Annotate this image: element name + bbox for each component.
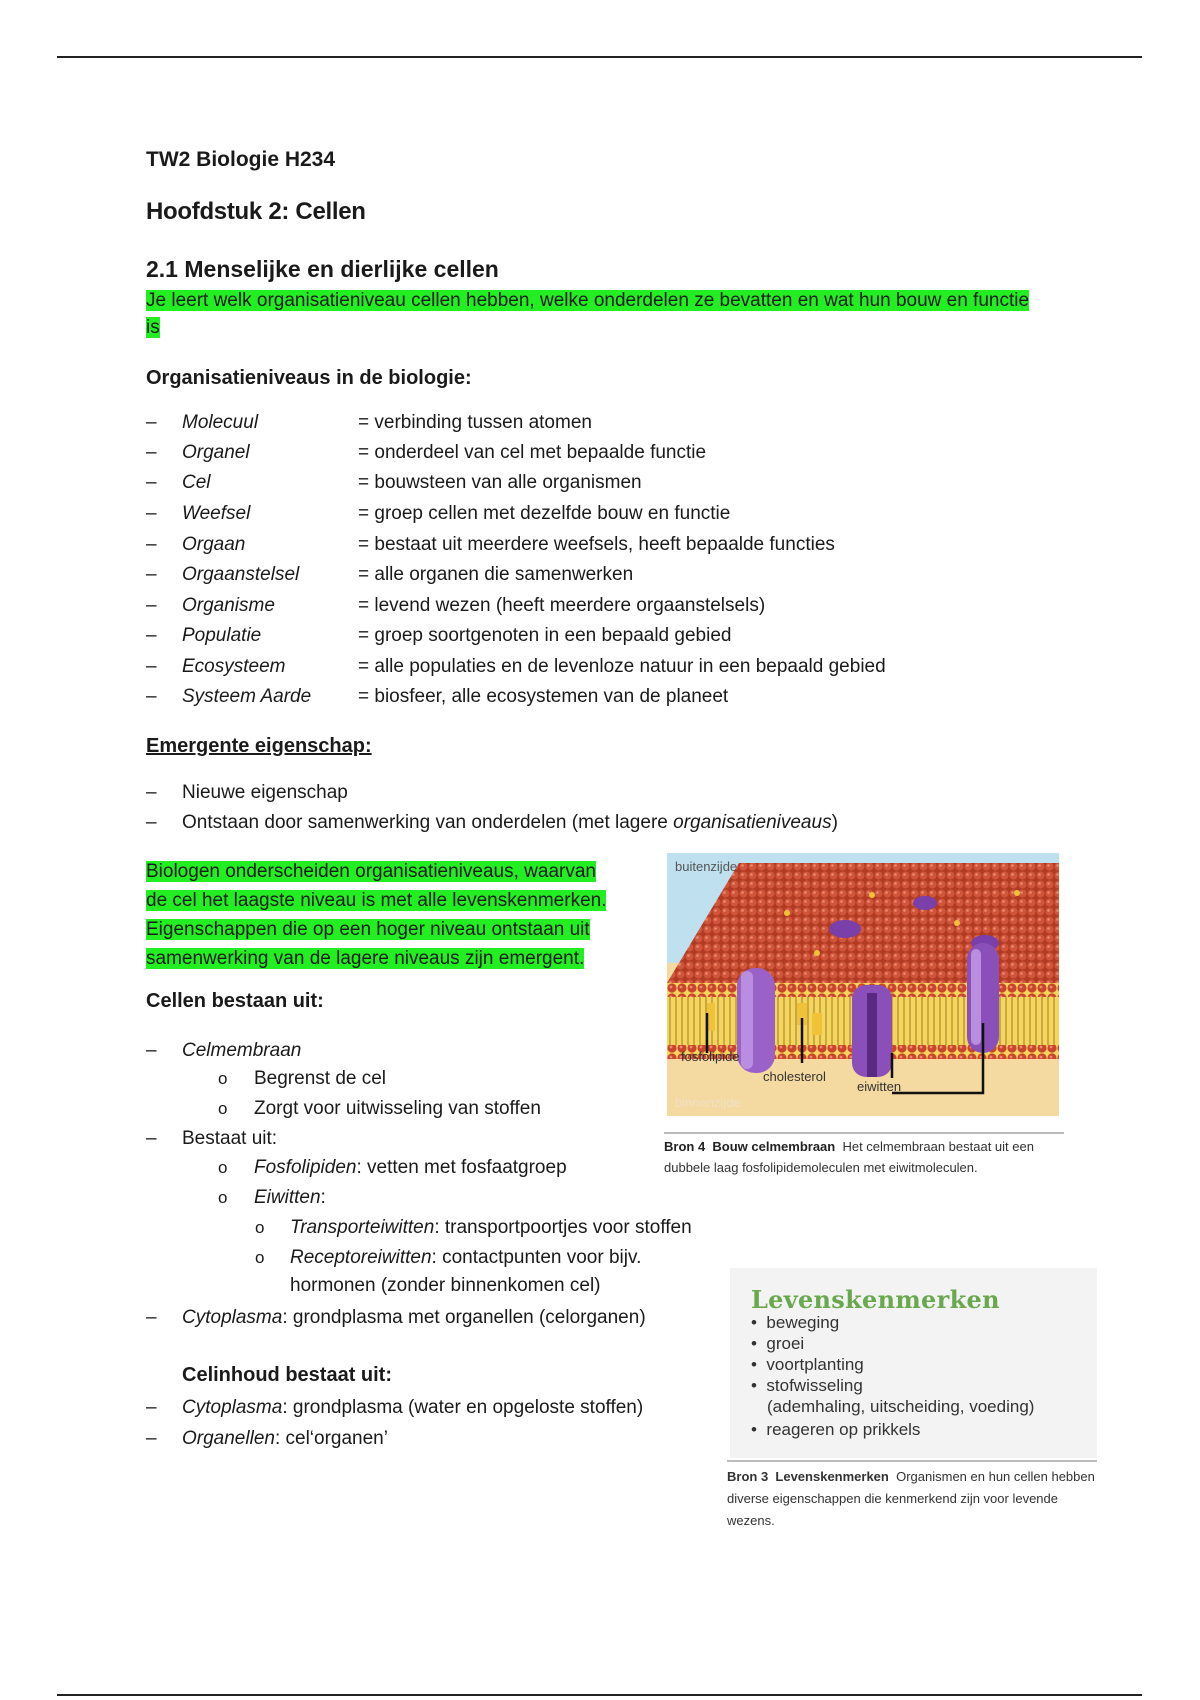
dash-bullet: – bbox=[146, 1428, 157, 1449]
outside-label: buitenzijde bbox=[675, 859, 738, 874]
cell-content-cytoplasm-def: : grondplasma (water en opgeloste stoffen) bbox=[282, 1397, 644, 1418]
circle-bullet: o bbox=[255, 1218, 265, 1237]
surface-protein bbox=[913, 896, 937, 910]
circle-bullet: o bbox=[218, 1069, 228, 1088]
emergent-heading: Emergente eigenschap: bbox=[146, 735, 372, 757]
transport-protein-def: : transportpoortjes voor stoffen bbox=[434, 1217, 692, 1238]
cell-content-cytoplasm bbox=[182, 1397, 643, 1419]
summary-line: Biologen onderscheiden organisatieniveaus, waarvan bbox=[146, 861, 596, 882]
cholesterol-label: cholesterol bbox=[763, 1069, 826, 1084]
org-level-definition: = biosfeer, alle ecosystemen van de planeet bbox=[358, 686, 729, 707]
cholesterol-dot bbox=[869, 892, 875, 898]
transport-protein-item bbox=[290, 1217, 692, 1239]
consists-of-label: Bestaat uit: bbox=[182, 1128, 278, 1149]
dash-bullet: – bbox=[146, 782, 157, 803]
dash-bullet: – bbox=[146, 503, 157, 524]
cell-membrane-term: Celmembraan bbox=[182, 1040, 302, 1061]
caption-ref: Bron 3 bbox=[727, 1469, 769, 1484]
dash-bullet: – bbox=[146, 564, 157, 585]
transport-protein-term: Transporteiwitten bbox=[290, 1217, 435, 1238]
cholesterol-dot bbox=[784, 910, 790, 916]
life-item-text: groei bbox=[766, 1334, 805, 1353]
receptor-protein-term: Receptoreiwitten bbox=[290, 1247, 432, 1268]
document-title: TW2 Biologie H234 bbox=[146, 148, 336, 171]
cytoplasm-def: : grondplasma met organellen (celorganen) bbox=[282, 1307, 646, 1328]
emergent-item-text bbox=[182, 812, 838, 834]
learning-goal-text: Je leert welk organisatieniveau cellen hebben, welke onderdelen ze bevatten en wat hun bouw en functie is bbox=[146, 290, 1030, 338]
summary-line: samenwerking van de lagere niveaus zijn emergent. bbox=[146, 948, 585, 969]
phospholipid-item bbox=[254, 1157, 567, 1179]
org-level-row bbox=[146, 682, 946, 712]
caption-text: Het celmembraan bestaat uit een dubbele laag fosfolipidemoleculen met eiwitmoleculen. bbox=[664, 1139, 1034, 1175]
life-item: • groei bbox=[751, 1334, 805, 1353]
cell-content-heading: Celinhoud bestaat uit: bbox=[182, 1364, 392, 1386]
org-level-term: Orgaanstelsel bbox=[182, 564, 300, 585]
cytoplasm-item bbox=[182, 1307, 646, 1329]
life-item: • voortplanting bbox=[751, 1355, 864, 1374]
bottom-rule bbox=[57, 1694, 1142, 1696]
organelles-def: : cel‘organen’ bbox=[274, 1428, 388, 1449]
life-item-detail: (ademhaling, uitscheiding, voeding) bbox=[767, 1397, 1035, 1416]
membrane-sub-item: Zorgt voor uitwisseling van stoffen bbox=[254, 1098, 541, 1119]
caption-title: Bouw celmembraan bbox=[712, 1139, 836, 1154]
life-item-text: reageren op prikkels bbox=[766, 1420, 921, 1439]
receptor-protein-def: : contactpunten voor bijv. bbox=[431, 1247, 642, 1268]
emergent-item bbox=[146, 778, 946, 808]
org-level-row bbox=[146, 621, 946, 651]
protein-term: Eiwitten bbox=[254, 1187, 321, 1208]
section-heading: 2.1 Menselijke en dierlijke cellen bbox=[146, 256, 499, 282]
dash-bullet: – bbox=[146, 812, 157, 833]
life-item: • reageren op prikkels bbox=[751, 1420, 921, 1439]
summary-line: Eigenschappen die op een hoger niveau ontstaan uit bbox=[146, 919, 590, 940]
circle-bullet: o bbox=[218, 1188, 228, 1207]
caption-ref: Bron 4 bbox=[664, 1139, 706, 1154]
cholesterol-dot bbox=[1014, 890, 1020, 896]
org-level-term: Weefsel bbox=[182, 503, 251, 524]
org-level-term: Orgaan bbox=[182, 534, 246, 555]
org-level-term: Systeem Aarde bbox=[182, 686, 312, 707]
cholesterol-molecule bbox=[812, 1013, 822, 1035]
life-item-text: voortplanting bbox=[766, 1355, 864, 1374]
cholesterol-dot bbox=[954, 920, 960, 926]
membrane-sub-item: Begrenst de cel bbox=[254, 1068, 387, 1089]
phospholipid-term: Fosfolipiden bbox=[254, 1157, 357, 1178]
life-item-text: beweging bbox=[766, 1313, 840, 1332]
org-level-definition: = groep cellen met dezelfde bouw en functie bbox=[358, 503, 731, 524]
dash-bullet: – bbox=[146, 1397, 157, 1418]
organelles-term: Organellen bbox=[182, 1428, 275, 1449]
org-level-term: Cel bbox=[182, 472, 211, 493]
transmembrane-protein-highlight bbox=[741, 971, 753, 1069]
cytoplasm-term: Cytoplasma bbox=[182, 1307, 283, 1328]
org-level-definition: = alle organen die samenwerken bbox=[358, 564, 634, 585]
life-item: • stofwisseling bbox=[751, 1376, 863, 1395]
receptor-protein-def-cont: hormonen (zonder binnenkomen cel) bbox=[290, 1275, 601, 1296]
dash-bullet: – bbox=[146, 656, 157, 677]
life-box-caption bbox=[727, 1460, 1097, 1532]
org-level-definition: = bestaat uit meerdere weefsels, heeft bepaalde functies bbox=[358, 534, 835, 555]
cell-content-cytoplasm-term: Cytoplasma bbox=[182, 1397, 283, 1418]
org-level-row bbox=[146, 560, 946, 590]
org-level-term: Populatie bbox=[182, 625, 262, 646]
learning-goal bbox=[146, 287, 1046, 341]
surface-protein bbox=[829, 920, 861, 938]
life-item: • beweging bbox=[751, 1313, 840, 1332]
phospholipid-def: : vetten met fosfaatgroep bbox=[356, 1157, 567, 1178]
dash-bullet: – bbox=[146, 412, 157, 433]
org-level-definition: = bouwsteen van alle organismen bbox=[358, 472, 642, 493]
cell-membrane-illustration bbox=[667, 853, 1059, 1116]
dash-bullet: – bbox=[146, 534, 157, 555]
org-levels-heading: Organisatieniveaus in de biologie: bbox=[146, 367, 472, 389]
cell-content-organelles bbox=[182, 1428, 388, 1450]
top-rule bbox=[57, 56, 1142, 58]
dash-bullet: – bbox=[146, 1040, 157, 1061]
proteins-label: eiwitten bbox=[857, 1079, 902, 1094]
dash-bullet: – bbox=[146, 472, 157, 493]
org-level-definition: = levend wezen (heeft meerdere orgaanstelsels) bbox=[358, 595, 766, 616]
summary-line: de cel het laagste niveau is met alle levenskenmerken. bbox=[146, 890, 607, 911]
dash-bullet: – bbox=[146, 1128, 157, 1149]
org-level-row bbox=[146, 652, 946, 682]
org-level-term: Organel bbox=[182, 442, 250, 463]
caption-text: Organismen en hun cellen hebben diverse eigenschappen die kenmerkend zijn voor levende wezens. bbox=[727, 1469, 1095, 1528]
inside-label: binnenzijde bbox=[675, 1095, 741, 1110]
circle-bullet: o bbox=[255, 1248, 265, 1267]
org-level-row bbox=[146, 591, 946, 621]
org-level-term: Molecuul bbox=[182, 412, 259, 433]
life-item-text: stofwisseling bbox=[766, 1376, 863, 1395]
org-level-term: Organisme bbox=[182, 595, 275, 616]
emergent-item-text: Nieuwe eigenschap bbox=[182, 782, 348, 803]
membrane-figure-caption bbox=[664, 1132, 1064, 1178]
channel-protein-pore bbox=[867, 993, 877, 1077]
dash-bullet: – bbox=[146, 1307, 157, 1328]
protein-item bbox=[254, 1187, 326, 1209]
org-level-row bbox=[146, 530, 946, 560]
org-level-row bbox=[146, 468, 946, 498]
emergent-text-suffix: ) bbox=[831, 812, 838, 833]
org-level-definition: = alle populaties en de levenloze natuur in een bepaald gebied bbox=[358, 656, 886, 677]
emergent-item bbox=[146, 808, 946, 838]
org-level-term: Ecosysteem bbox=[182, 656, 286, 677]
life-characteristics-title: Levenskenmerken bbox=[751, 1285, 1000, 1314]
cells-heading: Cellen bestaan uit: bbox=[146, 990, 324, 1012]
org-level-definition: = groep soortgenoten in een bepaald gebied bbox=[358, 625, 732, 646]
circle-bullet: o bbox=[218, 1099, 228, 1118]
dash-bullet: – bbox=[146, 442, 157, 463]
caption-title: Levenskenmerken bbox=[775, 1469, 889, 1484]
summary-highlight bbox=[146, 857, 646, 973]
dash-bullet: – bbox=[146, 625, 157, 646]
circle-bullet: o bbox=[218, 1158, 228, 1177]
cholesterol-dot bbox=[814, 950, 820, 956]
phospholipid-label: fosfolipide bbox=[681, 1049, 740, 1064]
chapter-heading: Hoofdstuk 2: Cellen bbox=[146, 198, 366, 225]
org-level-row bbox=[146, 438, 946, 468]
org-level-definition: = verbinding tussen atomen bbox=[358, 412, 592, 433]
protein-suffix: : bbox=[320, 1187, 326, 1208]
emergent-text-italic: organisatieniveaus bbox=[673, 812, 832, 833]
emergent-text-prefix: Ontstaan door samenwerking van onderdelen (met lagere bbox=[182, 812, 674, 833]
org-level-row bbox=[146, 408, 946, 438]
dash-bullet: – bbox=[146, 595, 157, 616]
org-level-row bbox=[146, 499, 946, 529]
cell-membrane-figure bbox=[667, 853, 1059, 1116]
org-level-definition: = onderdeel van cel met bepaalde functie bbox=[358, 442, 707, 463]
receptor-protein-item bbox=[290, 1247, 641, 1269]
transmembrane-protein-highlight bbox=[971, 949, 981, 1045]
dash-bullet: – bbox=[146, 686, 157, 707]
